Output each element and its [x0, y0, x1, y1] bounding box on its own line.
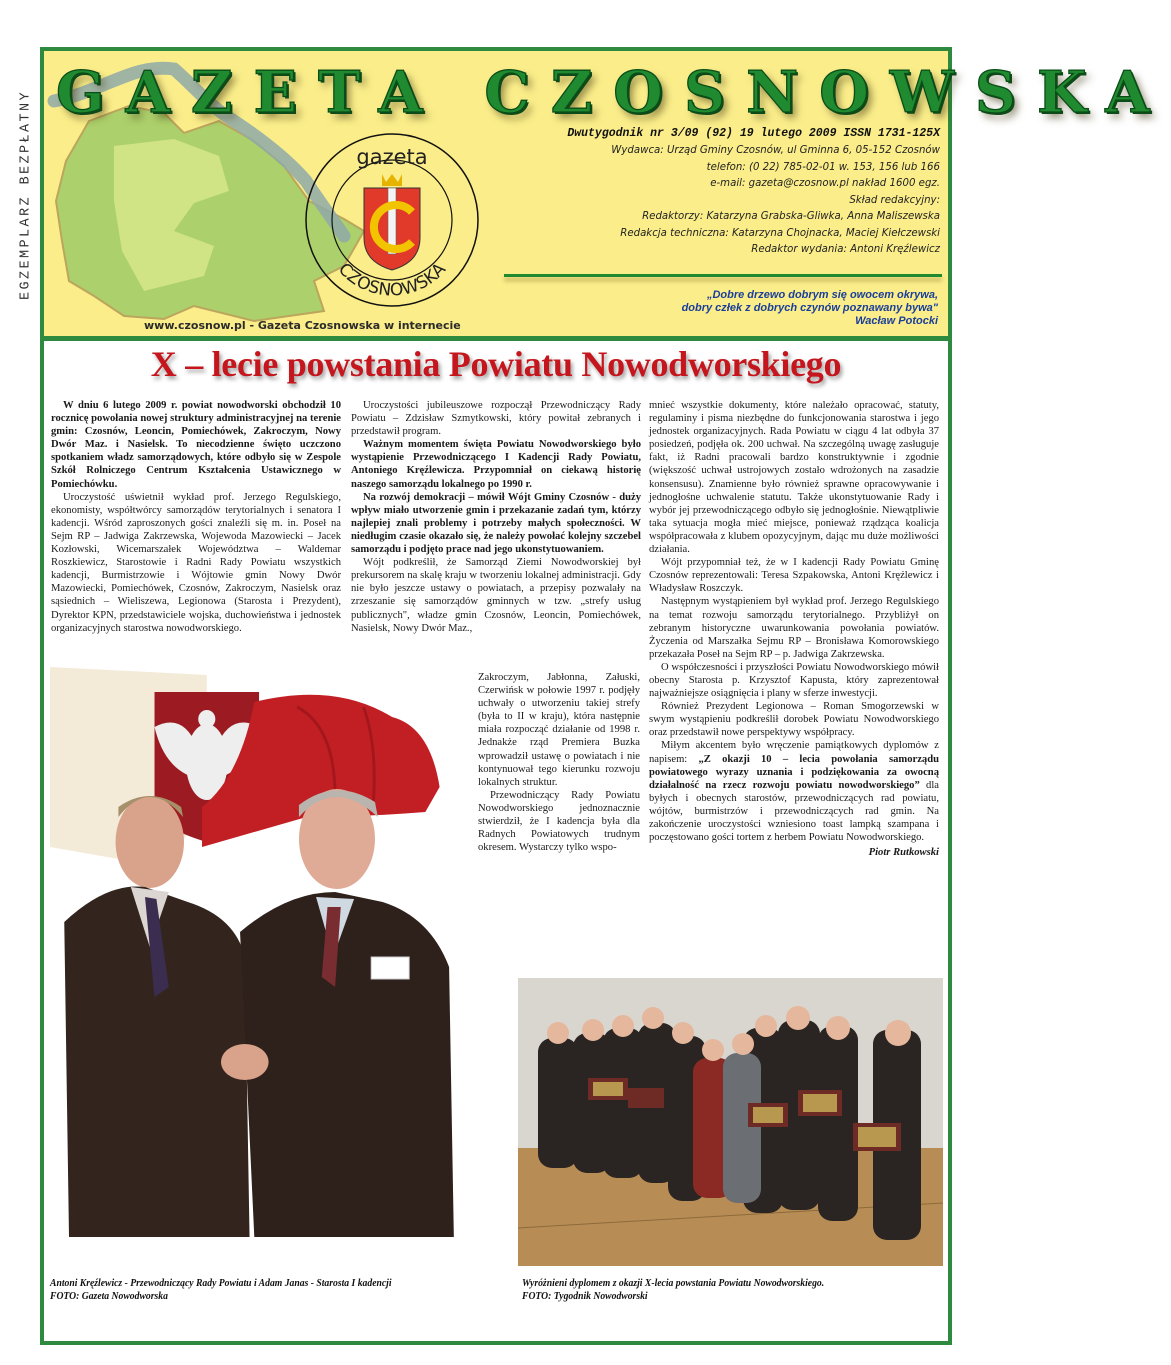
paragraph: Na rozwój demokracji – mówił Wójt Gminy Czosnów - duży wpływ miało utworzenie gmin i przekazanie zadań tym, którzy najlepiej znali problemy i potrzeby małych społeczności. W niedługim czasie okazało się, że należy powołać kolejny szczebel samorządu i podjęto prace nad jego ukonstytuowaniem. — [351, 491, 641, 556]
paragraph: Wójt przypomniał też, że w I kadencji Rady Powiatu Gminę Czosnów reprezentowali: Teresa Szpakowska, Antoni Kręźlewicz i Władysław Roszczyk. — [649, 557, 939, 595]
paragraph: Również Prezydent Legionowa – Roman Smogorzewski w swym wystąpieniu podkreślił dorobek Powiatu Nowodworskiego oraz przedstawił nowe perspektywy współpracy. — [649, 701, 939, 739]
publisher-info — [611, 143, 940, 259]
free-copy-label — [14, 50, 38, 340]
page-frame — [40, 47, 1171, 1345]
paragraph-lead: Miłym akcentem było wręczenie pamiątkowych dyplomów z napisem: — [649, 740, 939, 765]
diploma-inscription: „Z okazji 10 – lecia powołania samorządu powiatowego wyrazy uznania i podziękowania za owocną działalność na rzecz rozwoju powiatu nowodworskiego” — [649, 753, 939, 791]
free-copy-text: EGZEMPLARZ BEZPŁATNY — [18, 89, 34, 301]
newspaper-title: GAZETA CZOSNOWSKA — [56, 59, 1171, 126]
paragraph: W dniu 6 lutego 2009 r. powiat nowodworski obchodził 10 rocznicę powołania nowej struktury administracyjnej na terenie gmin: Czosnów, Leoncin, Pomiechówek, Zakroczym, Nowy Dwór Maz. i Nasielsk. To niecodzienne święto uczczono spotkaniem władz samorządowych, które odbyło się w Zespole Szkół Rolniczego Centrum Kształcenia Ustawicznego w Pomiechówku. — [51, 400, 341, 490]
paragraph: Przewodniczący Rady Powiatu Nowodworskiego jednoznacznie stwierdził, że I kadencja była dla Radnych Powiatowych trudnym okresem. Wystarczy tylko wspo- — [478, 789, 640, 854]
paragraph: O współczesności i przyszłości Powiatu Nowodworskiego mówił obecny Starosta p. Krzysztof Kapusta, który zaprezentował najważniejsze osiągnięcia i plany w sferze inwestycji. — [649, 661, 939, 700]
author-signature: Piotr Rutkowski — [868, 847, 939, 859]
motto-quote — [682, 289, 938, 328]
masthead-divider — [504, 274, 942, 277]
paragraph: Ważnym momentem święta Powiatu Nowodworskiego było wystąpienie Przewodniczącego I Kadencji Rady Powiatu, Antoniego Kręźlewicza. Przypomniał on ciekawą historię naszego samorządu lokalnego po 1990 r. — [351, 439, 641, 490]
quote-line: dobry człek z dobrych czynów poznawany bywa" — [681, 302, 938, 314]
seal-bottom-text: CZOSNOWSKA — [333, 259, 451, 301]
paragraph: Wójt podkreślił, że Samorząd Ziemi Nowodworskiej był prekursorem na skalę kraju w tworzeniu lokalnej administracji. Gdy nie było jeszcze ustawy o powiatach, a przepisy pozwalały na zrzeszanie się samorządów gminnych w tzw. „strefy usług publicznych", władze gmin Czosnów, Leoncin, Pomiechówek, Nasielsk, Nowy Dwór Maz., — [351, 557, 641, 634]
paragraph — [649, 739, 939, 844]
photo-award-ceremony — [518, 978, 943, 1266]
caption-text: Wyróżnieni dyplomem z okazji X-lecia powstania Powiatu Nowodworskiego. — [522, 1278, 825, 1289]
photo-caption-1 — [50, 1277, 392, 1303]
photo-handshake — [50, 667, 470, 1237]
info-line: e-mail: gazeta@czosnow.pl nakład 1600 egz. — [710, 178, 940, 189]
info-line: Wydawca: Urząd Gminy Czosnów, ul Gminna 6, 05-152 Czosnów — [611, 145, 940, 156]
masthead — [44, 51, 1171, 341]
info-line: telefon: (0 22) 785-02-01 w. 153, 156 lub 166 — [706, 161, 940, 173]
info-line: Redaktorzy: Katarzyna Grabska-Gliwka, Anna Maliszewska — [642, 211, 940, 222]
info-line: Skład redakcyjny: — [849, 194, 940, 206]
info-line: Redaktor wydania: Antoni Kręźlewicz — [751, 244, 940, 255]
article-column-2 — [351, 399, 641, 635]
quote-author: Wacław Potocki — [855, 315, 938, 327]
photo-caption-2 — [522, 1277, 824, 1303]
website-link[interactable]: www.czosnow.pl - Gazeta Czosnowska w internecie — [144, 319, 461, 332]
article-column-3 — [649, 399, 939, 859]
paragraph: mnieć wszystkie dokumenty, które należało opracować, statuty, regulaminy i pisma niezbędne do funkcjonowania starostwa i jego jednostek organizacyjnych. Rada Powiatu w ciągu 4 lat odbyła 37 posiedzeń, podjęła ok. 200 uchwał. Na szczególną uwagę zasługuje fakt, iż Radni pracowali bardzo konstruktywnie i zgodnie (większość uchwał ustrojowych zostało wdrożonych na zasadzie konsensusu). Znamienne było również sprawne opracowywanie i jednogłośne uchwalenie statutu. Także ukonstytuowanie Rady i wybór jej przewodniczącego odbyło się jednogłośnie. Niewątpliwie taka sytuacja mogła mieć miejsce, ponieważ rządząca koalicja współpracowała z klubem opozycyjnym, dając mu duże możliwości działania. — [649, 400, 939, 556]
seal-top-text: gazeta — [356, 145, 428, 169]
article-column-2-narrow — [478, 671, 640, 854]
newspaper-seal-logo — [302, 130, 482, 310]
issue-line: Dwutygodnik nr 3/09 (92) 19 lutego 2009 ISSN 1731-125X — [567, 127, 940, 140]
paragraph: Uroczystość uświetnił wykład prof. Jerzego Regulskiego, ekonomisty, współtwórcy samorządów terytorialnych i senatora I kadencji. Wśród zaproszonych gości znaleźli się m. in. Poseł na Sejm RP – Jadwiga Zakrzewska, Wojewoda Mazowiecki – Jacek Kozłowski, Wicemarszałek Województwa – Waldemar Roszkiewicz, Starostowie i Radni Rady Powiatu wszystkich kadencji, Burmistrzowie i Wójtowie gmin Nowy Dwór Mazowiecki, Pomiechówek, Czosnów, Zakroczym, Nasielsk oraz sąsiednich – Wieliszewa, Legionowa (Starosta i Prezydent), Dyrektor KPN, przedstawiciele wojska, duchowieństwa i jednostek organizacyjnych starostwa nowodworskiego. — [51, 491, 341, 634]
photo-credit: FOTO: Gazeta Nowodworska — [50, 1291, 168, 1302]
info-line: Redakcja techniczna: Katarzyna Chojnacka, Maciej Kiełczewski — [620, 227, 940, 239]
paragraph: Zakroczym, Jabłonna, Załuski, Czerwińsk w połowie 1997 r. podjęły uchwały o utworzeniu takiej strefy (była to II w kraju), która następnie miała rozpocząć działanie od 1998 r. Jednakże rząd Premiera Buzka wprowadził ustawę o powiatach i nie kontynuował tego kierunku rozwoju lokalnych struktur. — [478, 672, 640, 788]
paragraph-tail: dla byłych i obecnych starostów, przewodniczących rad powiatu, wójtów, burmistrzów i przewodniczących rad gmin. Na zakończenie uroczystości wzniesiono toast lampką szampana i poczęstowano gości tortem z herbem Powiatu Nowodworskiego. — [649, 779, 939, 844]
caption-text: Antoni Kręźlewicz - Przewodniczący Rady Powiatu i Adam Janas - Starosta I kadencji — [50, 1278, 392, 1289]
paragraph: Następnym wystąpieniem był wykład prof. Jerzego Regulskiego na temat rozwoju samorządu terytorialnego. Przybliżył on zebranym historyczne uwarunkowania powołania powiatów. Życzenia od Marszałka Sejmu RP – Bronisława Komorowskiego przekazała Poseł na Sejm RP – p. Jadwiga Zakrzewska. — [649, 596, 939, 660]
photo-credit: FOTO: Tygodnik Nowodworski — [522, 1291, 648, 1302]
article-headline: X – lecie powstania Powiatu Nowodworskiego — [150, 344, 842, 384]
article-column-1 — [51, 399, 341, 635]
paragraph: Uroczystości jubileuszowe rozpoczął Przewodniczący Rady Powiatu – Zdzisław Szmytkowski, który powitał zebranych i przedstawił program. — [351, 400, 641, 438]
quote-line: „Dobre drzewo dobrym się owocem okrywa, — [706, 289, 938, 301]
